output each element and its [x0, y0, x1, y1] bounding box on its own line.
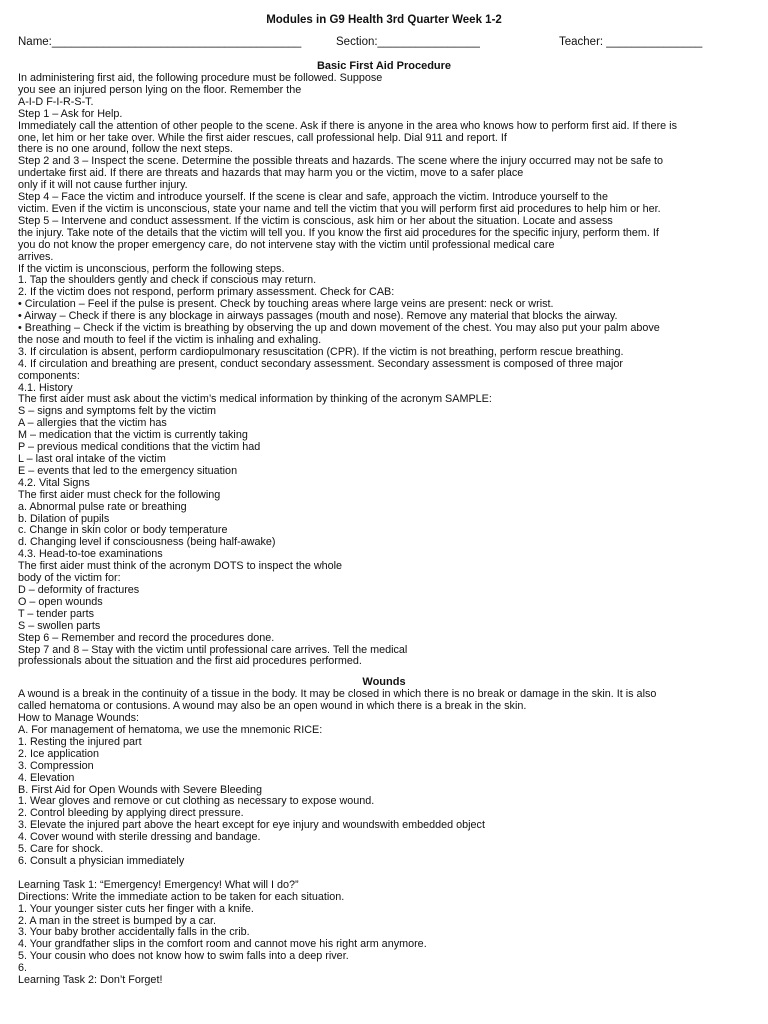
wounds-line: 3. Compression	[18, 759, 94, 772]
first-aid-heading: Basic First Aid Procedure	[316, 60, 452, 72]
student-info-row	[18, 36, 750, 54]
first-aid-line: The first aider must check for the following	[18, 488, 221, 501]
first-aid-line: 1. Tap the shoulders gently and check if conscious may return.	[18, 274, 317, 287]
first-aid-line: professionals about the situation and the first aid procedures performed.	[18, 655, 362, 668]
wounds-line: 4. Cover wound with sterile dressing and bandage.	[18, 831, 261, 844]
first-aid-line: the injury. Take note of the details that the victim will tell you. If you know the first aid procedures for the specific injury, perform them. If	[18, 226, 659, 239]
first-aid-body	[18, 73, 750, 668]
first-aid-line: The first aider must think of the acronym DOTS to inspect the whole	[18, 560, 343, 573]
first-aid-line: 4.1. History	[18, 381, 73, 394]
first-aid-line: Step 1 – Ask for Help.	[18, 107, 123, 120]
learning-task-line: 2. A man in the street is bumped by a car.	[18, 914, 217, 927]
wounds-line: 1. Resting the injured part	[18, 735, 142, 748]
first-aid-line: T – tender parts	[18, 607, 95, 620]
first-aid-line: Step 6 – Remember and record the procedures done.	[18, 631, 275, 644]
first-aid-line: O – open wounds	[18, 595, 103, 608]
first-aid-line: L – last oral intake of the victim	[18, 453, 166, 465]
first-aid-line: body of the victim for:	[18, 572, 121, 585]
first-aid-line: 4. If circulation and breathing are present, conduct secondary assessment. Secondary assessment is composed of three major	[18, 357, 623, 370]
first-aid-line: c. Change in skin color or body temperature	[18, 524, 228, 537]
first-aid-line: 2. If the victim does not respond, perform primary assessment. Check for CAB:	[18, 286, 395, 299]
first-aid-line: Step 2 and 3 – Inspect the scene. Determine the possible threats and hazards. The scene where the injury occurred may not be safe to	[18, 155, 663, 168]
first-aid-line: S – swollen parts	[18, 619, 101, 632]
first-aid-line: Step 5 – Intervene and conduct assessment. If the victim is conscious, ask him or her about the situation. Locate and assess	[18, 214, 613, 227]
learning-tasks-body	[18, 880, 750, 987]
learning-task-line: Learning Task 1: “Emergency! Emergency! What will I do?”	[18, 878, 299, 891]
section-field[interactable]: Section:________________	[336, 36, 480, 48]
first-aid-line: components:	[18, 369, 80, 382]
first-aid-line: d. Changing level if consciousness (being half-awake)	[18, 536, 276, 549]
learning-task-line: 5. Your cousin who does not know how to swim falls into a deep river.	[18, 950, 349, 963]
wounds-line: 4. Elevation	[18, 771, 75, 784]
first-aid-line: M – medication that the victim is currently taking	[18, 429, 248, 442]
module-title: Modules in G9 Health 3rd Quarter Week 1-2	[266, 14, 502, 26]
wounds-line: 3. Elevate the injured part above the heart except for eye injury and woundswith embedded object	[18, 819, 485, 832]
first-aid-line: P – previous medical conditions that the victim had	[18, 441, 261, 454]
first-aid-line: you see an injured person lying on the floor. Remember the	[18, 83, 302, 96]
learning-task-line: 1. Your younger sister cuts her finger with a knife.	[18, 902, 254, 915]
first-aid-line: Immediately call the attention of other people to the scene. Ask if there is anyone in the area who knows how to perform first aid. If there is	[18, 119, 677, 132]
first-aid-line: arrives.	[18, 250, 54, 263]
first-aid-line: • Airway – Check if there is any blockage in airways passages (mouth and nose). Remove any material that blocks the airway.	[18, 310, 618, 323]
first-aid-line: you do not know the proper emergency care, do not intervene stay with the victim until professional medical care	[18, 238, 555, 251]
first-aid-line: A – allergies that the victim has	[18, 417, 167, 430]
wounds-line: A. For management of hematoma, we use the mnemonic RICE:	[18, 724, 323, 737]
first-aid-line: D – deformity of fractures	[18, 583, 140, 596]
teacher-field[interactable]: Teacher: _______________	[559, 36, 703, 48]
first-aid-line: Step 4 – Face the victim and introduce yourself. If the scene is clear and safe, approach the victim. Introduce yourself to the	[18, 191, 608, 204]
first-aid-line: If the victim is unconscious, perform the following steps.	[18, 262, 285, 275]
learning-task-line: Learning Task 2: Don’t Forget!	[18, 974, 163, 987]
first-aid-line: only if it will not cause further injury.	[18, 179, 188, 192]
wounds-line: B. First Aid for Open Wounds with Severe Bleeding	[18, 783, 263, 796]
name-field[interactable]: Name:_______________________________________	[18, 36, 302, 48]
first-aid-line: a. Abnormal pulse rate or breathing	[18, 500, 187, 513]
wounds-line: How to Manage Wounds:	[18, 712, 140, 725]
first-aid-line: 4.2. Vital Signs	[18, 476, 90, 489]
first-aid-line: E – events that led to the emergency situation	[18, 464, 238, 477]
first-aid-line: undertake first aid. If there are threats and hazards that may harm you or the victim, move to a safer place	[18, 167, 524, 180]
first-aid-line: one, let him or her take over. While the first aider rescues, call professional help. Dial 911 and report. If	[18, 131, 507, 144]
wounds-heading: Wounds	[362, 676, 406, 689]
wounds-line: 2. Ice application	[18, 747, 100, 760]
wounds-line: called hematoma or contusions. A wound may also be an open wound in which there is a break in the skin.	[18, 700, 527, 713]
first-aid-line: • Breathing – Check if the victim is breathing by observing the up and down movement of the chest. You may also put your palm above	[18, 322, 660, 335]
wounds-line: 6. Consult a physician immediately	[18, 855, 185, 867]
wounds-line: A wound is a break in the continuity of a tissue in the body. It may be closed in which there is no break or damage in the skin. It is also	[18, 688, 657, 701]
first-aid-line: the nose and mouth to feel if the victim is inhaling and exhaling.	[18, 333, 322, 346]
wounds-line: 2. Control bleeding by applying direct pressure.	[18, 807, 244, 820]
first-aid-line: In administering first aid, the following procedure must be followed. Suppose	[18, 72, 383, 84]
first-aid-line: victim. Even if the victim is unconscious, state your name and tell the victim that you will perform first aid procedures to help him or her.	[18, 202, 661, 215]
first-aid-line: The first aider must ask about the victim’s medical information by thinking of the acronym SAMPLE:	[18, 393, 492, 406]
first-aid-line: 4.3. Head-to-toe examinations	[18, 548, 163, 561]
wounds-line: 5. Care for shock.	[18, 843, 104, 856]
first-aid-line: Step 7 and 8 – Stay with the victim until professional care arrives. Tell the medical	[18, 643, 408, 656]
spacer	[18, 868, 750, 880]
learning-task-line: 4. Your grandfather slips in the comfort room and cannot move his right arm anymore.	[18, 938, 427, 951]
learning-task-line: 3. Your baby brother accidentally falls in the crib.	[18, 926, 250, 939]
first-aid-line: A-I-D F-I-R-S-T.	[18, 95, 94, 108]
learning-task-line: 6.	[18, 962, 28, 975]
first-aid-line: S – signs and symptoms felt by the victim	[18, 405, 217, 418]
first-aid-line: b. Dilation of pupils	[18, 512, 110, 525]
first-aid-line: there is no one around, follow the next steps.	[18, 143, 233, 156]
learning-task-line: Directions: Write the immediate action to be taken for each situation.	[18, 890, 345, 903]
first-aid-line: 3. If circulation is absent, perform cardiopulmonary resuscitation (CPR). If the victim is not breathing, perform rescue breathing.	[18, 345, 624, 358]
wounds-body	[18, 689, 750, 868]
first-aid-line: • Circulation – Feel if the pulse is present. Check by touching areas where large veins are present: neck or wrist.	[18, 298, 554, 311]
wounds-line: 1. Wear gloves and remove or cut clothing as necessary to expose wound.	[18, 795, 375, 808]
